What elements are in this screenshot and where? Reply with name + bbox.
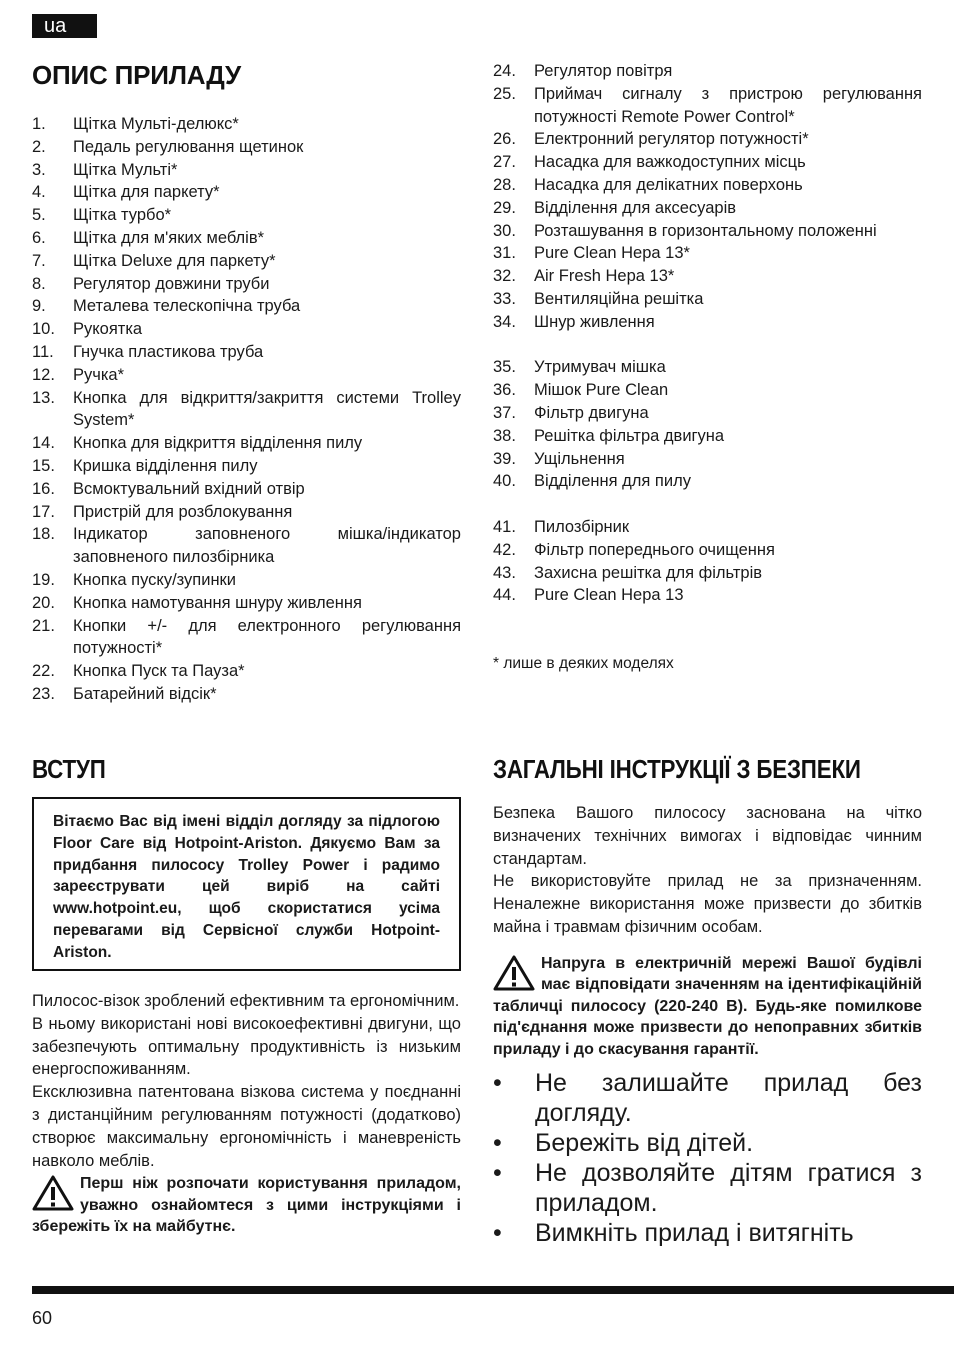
- item-number: 36.: [493, 381, 516, 400]
- description-right-column: [493, 60, 922, 676]
- item-label: Педаль регулювання щетинок: [73, 137, 304, 156]
- intro-paragraph-3: Ексклюзивна патентована візкова система у поєднанні з дистанційним регулюванням потужності (додатково) створює максимальну ергономічність і маневреність навколо меблів.: [32, 1083, 461, 1170]
- item-number: 3.: [32, 160, 46, 179]
- safety-title: ЗАГАЛЬНІ ІНСТРУКЦІЇ З БЕЗПЕКИ: [493, 754, 861, 784]
- list-item: [32, 364, 461, 387]
- warning-triangle-icon: [493, 955, 535, 991]
- item-label: Щітка Deluxe для паркету*: [73, 251, 276, 270]
- list-item: [32, 181, 461, 204]
- list-item: [32, 478, 461, 501]
- item-number: 1.: [32, 115, 46, 133]
- warning-triangle-icon: [32, 1175, 74, 1211]
- item-number: 43.: [493, 563, 516, 582]
- item-number: 11.: [32, 342, 54, 361]
- item-number: 35.: [493, 358, 516, 377]
- item-label: Мішок Pure Clean: [534, 381, 669, 400]
- item-number: 44.: [493, 586, 516, 605]
- list-item: [32, 523, 461, 569]
- item-label: Шнур живлення: [534, 312, 655, 331]
- item-number: 25.: [493, 84, 516, 103]
- bullet-item: [493, 1158, 922, 1218]
- item-label: Регулятор повітря: [534, 62, 673, 80]
- parts-list-right-c: [493, 516, 922, 607]
- intro-body: [32, 990, 461, 1238]
- language-tab: ua: [32, 14, 97, 38]
- list-item: [493, 151, 922, 174]
- item-label: Ущільнення: [534, 449, 625, 468]
- bullet-symbol: •: [493, 1069, 502, 1098]
- item-number: 15.: [32, 456, 55, 475]
- item-number: 40.: [493, 472, 516, 491]
- bullet-text: Не дозволяйте дітям гратися з приладом.: [535, 1159, 922, 1218]
- intro-title-wrap: [32, 754, 461, 784]
- item-label: Кнопка Пуск та Пауза*: [73, 662, 245, 681]
- safety-column: [493, 754, 922, 1248]
- item-label: Кнопки +/- для електронного регулювання потужності*: [73, 616, 461, 658]
- item-label: Індикатор заповненого мішка/індикатор заповненого пилозбірника: [73, 525, 461, 567]
- bullet-text: Вимкніть прилад і витягніть: [535, 1219, 854, 1248]
- list-item: [493, 174, 922, 197]
- intro-paragraph-1: Пилосос-візок зроблений ефективним та ергономічним.: [32, 992, 460, 1010]
- list-item: [32, 159, 461, 182]
- item-number: 21.: [32, 616, 55, 635]
- list-item: [493, 539, 922, 562]
- list-item: [493, 128, 922, 151]
- list-item: [32, 227, 461, 250]
- list-item: [32, 136, 461, 159]
- bullet-symbol: •: [493, 1159, 502, 1188]
- list-item: [493, 288, 922, 311]
- item-label: Регулятор довжини труби: [73, 274, 270, 293]
- item-number: 30.: [493, 221, 516, 240]
- list-item: [32, 455, 461, 478]
- list-item: [493, 516, 922, 539]
- list-item: [493, 562, 922, 585]
- list-item: [32, 113, 461, 136]
- item-label: Решітка фільтра двигуна: [534, 426, 725, 445]
- item-number: 27.: [493, 153, 516, 172]
- item-number: 20.: [32, 593, 55, 612]
- item-number: 7.: [32, 251, 46, 270]
- bullet-symbol: •: [493, 1129, 502, 1158]
- item-number: 41.: [493, 517, 516, 536]
- bullet-item: [493, 1068, 922, 1128]
- list-item: [493, 425, 922, 448]
- item-label: Відділення для аксесуарів: [534, 198, 737, 217]
- list-item: [493, 311, 922, 334]
- list-item: [493, 584, 922, 607]
- description-left-column: [32, 60, 461, 706]
- list-item: [493, 402, 922, 425]
- item-label: Всмоктувальний вхідний отвір: [73, 479, 305, 498]
- item-number: 16.: [32, 479, 55, 498]
- list-item: [32, 295, 461, 318]
- safety-paragraph-1: Безпека Вашого пилососу заснована на чітко визначених технічних вимогах і відповідає чинним стандартам.: [493, 804, 922, 868]
- item-number: 6.: [32, 228, 46, 247]
- item-label: Щітка Мульті*: [73, 160, 178, 179]
- item-number: 24.: [493, 62, 516, 80]
- item-label: Щітка для паркету*: [73, 183, 220, 202]
- item-number: 2.: [32, 137, 46, 156]
- list-item: [32, 341, 461, 364]
- bullet-text: Не залишайте прилад без догляду.: [535, 1069, 922, 1128]
- item-label: Приймач сигналу з пристрою регулювання потужності Remote Power Control*: [534, 84, 922, 126]
- item-label: Кнопка для відкриття відділення пилу: [73, 434, 363, 453]
- page-number: 60: [32, 1308, 53, 1328]
- item-number: 39.: [493, 449, 516, 468]
- list-item: [493, 60, 922, 83]
- item-label: Пилозбірник: [534, 517, 630, 536]
- item-number: 29.: [493, 198, 516, 217]
- list-item: [493, 220, 922, 243]
- item-number: 14.: [32, 434, 55, 453]
- item-number: 37.: [493, 403, 516, 422]
- list-item: [493, 379, 922, 402]
- list-item: [32, 660, 461, 683]
- item-label: Рукоятка: [73, 320, 143, 339]
- safety-warning-block: [493, 953, 922, 1061]
- item-number: 38.: [493, 426, 516, 445]
- list-item: [32, 569, 461, 592]
- item-label: Pure Clean Hepa 13*: [534, 244, 690, 263]
- parts-list-right-a: [493, 60, 922, 334]
- item-label: Щітка для м'яких меблів*: [73, 228, 265, 247]
- list-item: [32, 204, 461, 227]
- item-label: Фільтр попереднього очищення: [534, 540, 775, 559]
- item-number: 42.: [493, 540, 516, 559]
- item-number: 26.: [493, 130, 516, 149]
- list-item: [32, 683, 461, 706]
- footer-bar: [32, 1286, 954, 1294]
- item-label: Утримувач мішка: [534, 358, 666, 377]
- item-label: Кнопка пуску/зупинки: [73, 570, 236, 589]
- item-number: 12.: [32, 365, 55, 384]
- intro-paragraph-2: В ньому використані нові високоефективні двигуни, що забезпечують оптимальну продуктивність із низьким енергоспоживанням.: [32, 1014, 461, 1079]
- intro-warning-text: Перш ніж розпочати користування приладом, уважно ознайомтеся з цими інструкціями і збережіть їх на майбутнє.: [32, 1175, 461, 1236]
- item-number: 19.: [32, 570, 55, 589]
- item-label: Відділення для пилу: [534, 472, 691, 491]
- parts-list-left: [32, 113, 461, 706]
- list-item: [32, 501, 461, 524]
- item-label: Кнопка для відкриття/закриття системи Trolley System*: [73, 388, 461, 430]
- item-number: 23.: [32, 684, 55, 703]
- description-title: ОПИС ПРИЛАДУ: [32, 60, 241, 90]
- safety-paragraph-2: Не використовуйте прилад не за призначенням. Неналежне використання може призвести до збитків майна і травмам фізичним особам.: [493, 872, 922, 936]
- bullet-item: [493, 1218, 922, 1248]
- item-label: Захисна решітка для фільтрів: [534, 563, 763, 582]
- safety-bullet-list: [493, 1068, 922, 1248]
- item-number: 28.: [493, 175, 516, 194]
- item-label: Ручка*: [73, 365, 125, 384]
- item-number: 32.: [493, 267, 516, 286]
- item-number: 33.: [493, 289, 516, 308]
- list-item: [493, 448, 922, 471]
- item-number: 9.: [32, 297, 46, 316]
- item-label: Щітка турбо*: [73, 206, 172, 225]
- bullet-item: [493, 1128, 922, 1158]
- intro-title: ВСТУП: [32, 754, 106, 784]
- item-number: 13.: [32, 388, 55, 407]
- item-number: 10.: [32, 320, 55, 339]
- item-label: Кнопка намотування шнуру живлення: [73, 593, 362, 612]
- list-item: [493, 83, 922, 129]
- list-item: [32, 273, 461, 296]
- item-label: Розташування в горизонтальному положенні: [534, 221, 877, 240]
- item-label: Air Fresh Hepa 13*: [534, 267, 675, 286]
- list-item: [32, 432, 461, 455]
- item-number: 5.: [32, 206, 46, 225]
- item-label: Насадка для делікатних поверхонь: [534, 175, 803, 194]
- item-label: Пристрій для розблокування: [73, 502, 293, 521]
- item-label: Щітка Мульті-делюкс*: [73, 115, 239, 133]
- safety-warning-text: Напруга в електричній мережі Вашої будівлі має відповідати значенням на ідентифікаційній табличці пилососу (220-240 В). Будь-яке помилкове під'єднання може призвести до непоправних збитків приладу і до скасування гарантії.: [493, 954, 922, 1058]
- list-item: [493, 265, 922, 288]
- item-number: 17.: [32, 502, 55, 521]
- item-number: 18.: [32, 525, 55, 544]
- item-label: Кришка відділення пилу: [73, 456, 258, 475]
- item-number: 4.: [32, 183, 46, 202]
- list-item: [32, 250, 461, 273]
- list-item: [32, 592, 461, 615]
- item-number: 31.: [493, 244, 516, 263]
- bullet-text: Бережіть від дітей.: [535, 1129, 754, 1158]
- list-item: [493, 356, 922, 379]
- list-item: [493, 470, 922, 493]
- footnote: * лише в деяких моделях: [493, 654, 674, 672]
- list-item: [493, 242, 922, 265]
- list-item: [32, 615, 461, 661]
- list-item: [32, 387, 461, 433]
- welcome-box: Вітаємо Вас від імені відділ догляду за підлогою Floor Care від Hotpoint-Ariston. Дякуємо Вам за придбання пилососу Trolley Power і радимо зареєструвати цей виріб на сайті www.hotpoint.eu, щоб скористатися усіма перевагами від Сервісної служби Hotpoint-Ariston.: [32, 797, 461, 971]
- item-label: Батарейний відсік*: [73, 684, 217, 703]
- item-label: Електронний регулятор потужності*: [534, 130, 809, 149]
- bullet-symbol: •: [493, 1219, 502, 1248]
- item-number: 8.: [32, 274, 46, 293]
- item-label: Гнучка пластикова труба: [73, 342, 264, 361]
- intro-warning-block: [32, 1173, 461, 1238]
- parts-list-right-b: [493, 356, 922, 493]
- item-label: Фільтр двигуна: [534, 403, 649, 422]
- item-label: Pure Clean Hepa 13: [534, 586, 684, 605]
- list-item: [493, 197, 922, 220]
- item-label: Вентиляційна решітка: [534, 289, 704, 308]
- item-number: 22.: [32, 662, 55, 681]
- list-item: [32, 318, 461, 341]
- item-label: Металева телескопічна труба: [73, 297, 301, 316]
- item-number: 34.: [493, 312, 516, 331]
- item-label: Насадка для важкодоступних місць: [534, 153, 806, 172]
